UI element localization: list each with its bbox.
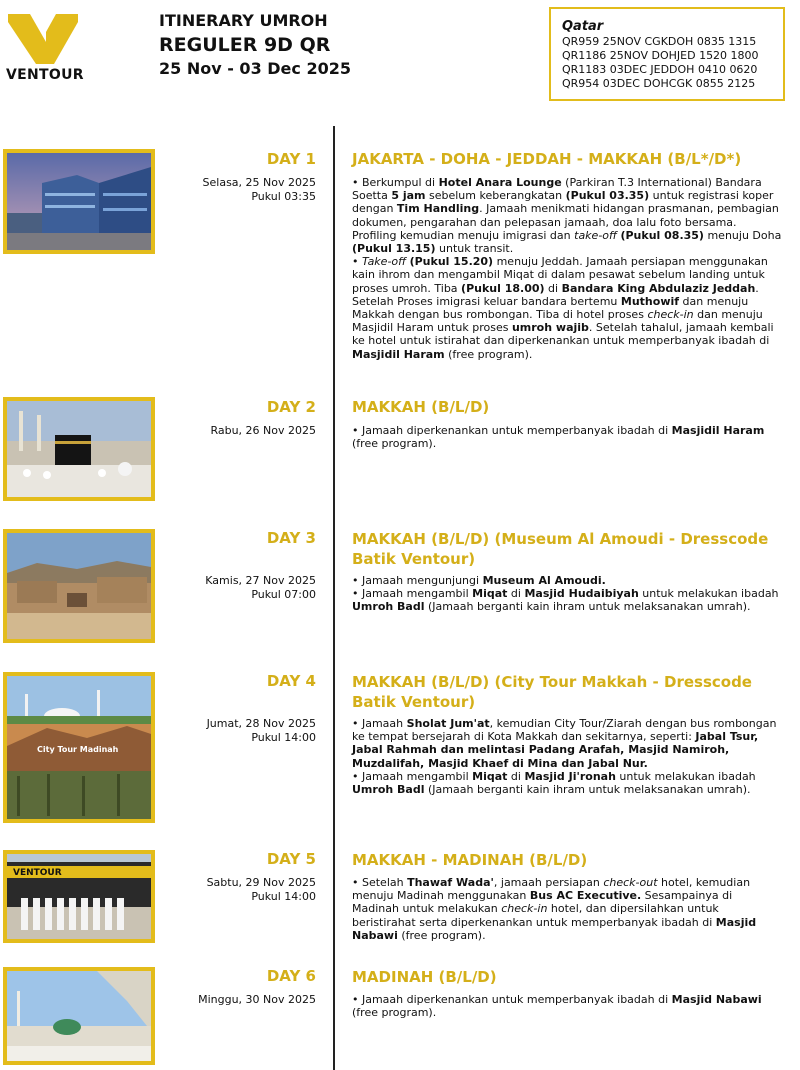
day2-photo-kaaba [3, 397, 155, 501]
day-date [203, 176, 316, 204]
text-run: Museum Al Amoudi. [482, 574, 606, 587]
header-dates: 25 Nov - 03 Dec 2025 [159, 59, 351, 78]
text-run: umroh wajib [511, 321, 589, 335]
day-label: DAY 5 [266, 850, 316, 868]
ventour-logo [6, 14, 82, 84]
day-date-text: Sabtu, 29 Nov 2025 [206, 876, 316, 889]
text-run: (Pukul 18.00) [461, 281, 545, 295]
day-title: MADINAH (B/L/D) [352, 968, 497, 986]
day-body [352, 993, 782, 1019]
day-date-text: Rabu, 26 Nov 2025 [210, 424, 316, 437]
day-date-text: Jumat, 28 Nov 2025 [206, 717, 316, 730]
text-run: Miqat [472, 587, 508, 601]
day3-photo-museum [3, 529, 155, 643]
text-run: Masjid Hudaibiyah [524, 587, 639, 601]
text-run: (free program). [352, 437, 437, 451]
day-label: DAY 3 [266, 529, 316, 547]
day-body-paragraph [352, 876, 782, 942]
text-run: Sesampainya di Madinah untuk melakukan [352, 889, 733, 916]
text-run: Bandara King Abdulaziz Jeddah [561, 281, 756, 295]
day1-photo-hotel [3, 149, 155, 254]
text-run: Thawaf Wada' [407, 876, 494, 889]
text-run: • Jamaah [352, 717, 407, 730]
day-time-text: Pukul 14:00 [251, 890, 316, 903]
day-title: MAKKAH (B/L/D) [352, 398, 490, 416]
day-body [352, 424, 782, 450]
text-run: • Jamaah diperkenankan untuk memperbanyak ibadah di [352, 424, 672, 437]
text-run: Jabal Tsur, Jabal Rahmah dan melintasi Padang Arafah, Masjid Namiroh, Muzdalifah, Masjid Khaef di Mina dan Jabal Nur. [352, 730, 759, 770]
text-run: (Pukul 13.15) [352, 242, 436, 256]
text-run: Miqat [472, 769, 508, 783]
day-label: DAY 4 [266, 672, 316, 690]
text-run: Sholat Jum'at [406, 717, 490, 730]
text-run: • Berkumpul di [352, 176, 439, 189]
text-run: Bus AC Executive. [529, 889, 642, 903]
text-run: untuk transit. [435, 242, 514, 256]
text-run: sebelum keberangkatan [425, 189, 566, 203]
day-body-paragraph [352, 176, 782, 255]
text-run: (Jamaah berganti kain ihram untuk melaksanakan umrah). [424, 783, 751, 797]
header-package: REGULER 9D QR [159, 34, 331, 56]
text-run: (Parkiran T.3 International) Bandara Soetta [352, 176, 762, 203]
text-run: , kemudian City Tour/Ziarah dengan bus rombongan ke tempat bersejarah di Kota Makkah dan sekitarnya, seperti: [352, 717, 777, 744]
text-run: check-in [647, 308, 694, 322]
text-run: Take-off [362, 255, 407, 269]
day-title: JAKARTA - DOHA - JEDDAH - MAKKAH (B/L*/D*) [352, 150, 742, 168]
text-run: untuk melakukan ibadah [615, 769, 756, 783]
text-run: Masjid Nabawi [352, 915, 757, 942]
day-body-paragraph [352, 993, 782, 1019]
text-run: 5 jam [391, 189, 426, 203]
text-run: (free program). [397, 928, 486, 942]
flight-line: QR1186 25NOV DOHJED 1520 1800 [562, 49, 759, 62]
flight-line: QR1183 03DEC JEDDOH 0410 0620 [562, 63, 758, 76]
text-run: untuk registrasi koper dengan [352, 189, 774, 216]
text-run: Umroh Badl [352, 783, 425, 797]
text-run: (Jamaah berganti kain ihram untuk melaksanakan umrah). [424, 600, 751, 614]
day-body [352, 574, 782, 614]
text-run: di [544, 281, 562, 295]
text-run: • Jamaah mengunjungi [352, 574, 483, 587]
text-run: (free program). [444, 347, 533, 361]
flight-line: QR959 25NOV CGKDOH 0835 1315 [562, 35, 757, 48]
text-run: (Pukul 15.20) [409, 255, 494, 269]
text-run: . Setelah Proses imigrasi keluar bandara bertemu [352, 281, 759, 308]
day5-photo-bus [3, 850, 155, 943]
text-run: Masjidil Haram [671, 424, 765, 437]
text-run: menuju Jeddah. Jamaah persiapan menggunakan kain ihrom dan mengambil Miqat di dalam pesawat sebelum landing untuk proses umroh. Tiba [352, 255, 768, 295]
flight-schedule-box [549, 7, 785, 101]
day-date [207, 876, 316, 904]
text-run: Muthowif [620, 294, 680, 308]
text-run: dan menuju Makkah dengan bus rombongan. Tiba di hotel proses [352, 294, 749, 322]
text-run: (Pukul 08.35) [620, 228, 704, 242]
day-body-paragraph [352, 424, 782, 450]
day-date-text: Selasa, 25 Nov 2025 [202, 176, 316, 189]
day-body-paragraph [352, 574, 782, 587]
day-date [210, 424, 316, 438]
day-date-text: Minggu, 30 Nov 2025 [198, 993, 316, 1006]
day-body [352, 717, 782, 796]
day-time-text: Pukul 14:00 [251, 731, 316, 744]
day-title: MAKKAH (B/L/D) (Museum Al Amoudi - Dresscode Batik Ventour) [352, 530, 769, 568]
day-label: DAY 6 [266, 967, 316, 985]
airline-name: Qatar [562, 19, 604, 34]
text-run: • Jamaah mengambil [352, 587, 473, 601]
text-run: di [507, 769, 525, 783]
day-body [352, 176, 782, 361]
day4-photo-caption: City Tour Madinah [37, 745, 119, 754]
day-time-text: Pukul 03:35 [251, 190, 316, 203]
day4-photo-citytour [3, 672, 155, 823]
text-run: Masjid Nabawi [671, 993, 762, 1006]
text-run: hotel, kemudian menuju Madinah menggunakan [352, 876, 751, 903]
text-run: di [507, 587, 525, 601]
text-run: • Jamaah diperkenankan untuk memperbanyak ibadah di [352, 993, 672, 1006]
text-run: Masjidil Haram [352, 347, 445, 361]
text-run: (Pukul 03.35) [565, 189, 650, 203]
day-date-text: Kamis, 27 Nov 2025 [205, 574, 316, 587]
text-run: • Jamaah mengambil [352, 769, 473, 783]
text-run: check-in [501, 902, 548, 916]
text-run: hotel, dan dipersilahkan untuk beristirahat serta diperkenankan untuk memperbanyak ibadah di [352, 902, 719, 929]
day5-bus-text: VENTOUR [13, 868, 62, 878]
text-run: Hotel Anara Lounge [438, 176, 562, 189]
day6-photo-nabawi [3, 967, 155, 1065]
text-run: Masjid Ji'ronah [524, 769, 616, 783]
text-run: (free program). [352, 1006, 437, 1020]
text-run: untuk melakukan ibadah [638, 587, 779, 601]
day-label: DAY 1 [266, 150, 316, 168]
text-run: • Setelah [352, 876, 408, 889]
text-run: , jamaah persiapan [493, 876, 604, 889]
text-run: Umroh Badl [352, 600, 425, 614]
day-body-paragraph [352, 587, 782, 613]
day-date [198, 993, 316, 1007]
day-body [352, 876, 782, 942]
text-run: take-off [574, 228, 617, 242]
day-body-paragraph [352, 770, 782, 796]
header-title: ITINERARY UMROH [159, 11, 328, 30]
text-run: . Setelah tahalul, jamaah kembali ke hotel untuk istirahat dan diperkenankan untuk memperbanyak ibadah di [352, 321, 774, 348]
text-run: . Jamaah menikmati hidangan prasmanan, pembagian dokumen, pengarahan dan pelepasan jamaah, doa lalu foto bersama. Profiling kemudian menuju imigrasi dan [352, 202, 779, 242]
text-run: dan menuju Masjidil Haram untuk proses [352, 308, 763, 335]
itinerary-header [159, 10, 351, 80]
day-time-text: Pukul 07:00 [251, 588, 316, 601]
day-body-paragraph [352, 717, 782, 770]
text-run: • [352, 255, 362, 269]
logo-text: VENTOUR [6, 67, 84, 83]
day-date [207, 717, 316, 745]
ventour-logo-mark-icon [8, 14, 78, 64]
text-run: menuju Doha [703, 228, 782, 242]
day-label: DAY 2 [266, 398, 316, 416]
day-title: MAKKAH (B/L/D) (City Tour Makkah - Dresscode Batik Ventour) [352, 673, 752, 711]
day-body-paragraph [352, 255, 782, 361]
text-run: check-out [603, 876, 658, 889]
day-date [205, 574, 316, 602]
text-run: Tim Handling [396, 202, 480, 216]
flight-line: QR954 03DEC DOHCGK 0855 2125 [562, 77, 756, 90]
timeline-divider [333, 126, 335, 1070]
day-title: MAKKAH - MADINAH (B/L/D) [352, 851, 588, 869]
